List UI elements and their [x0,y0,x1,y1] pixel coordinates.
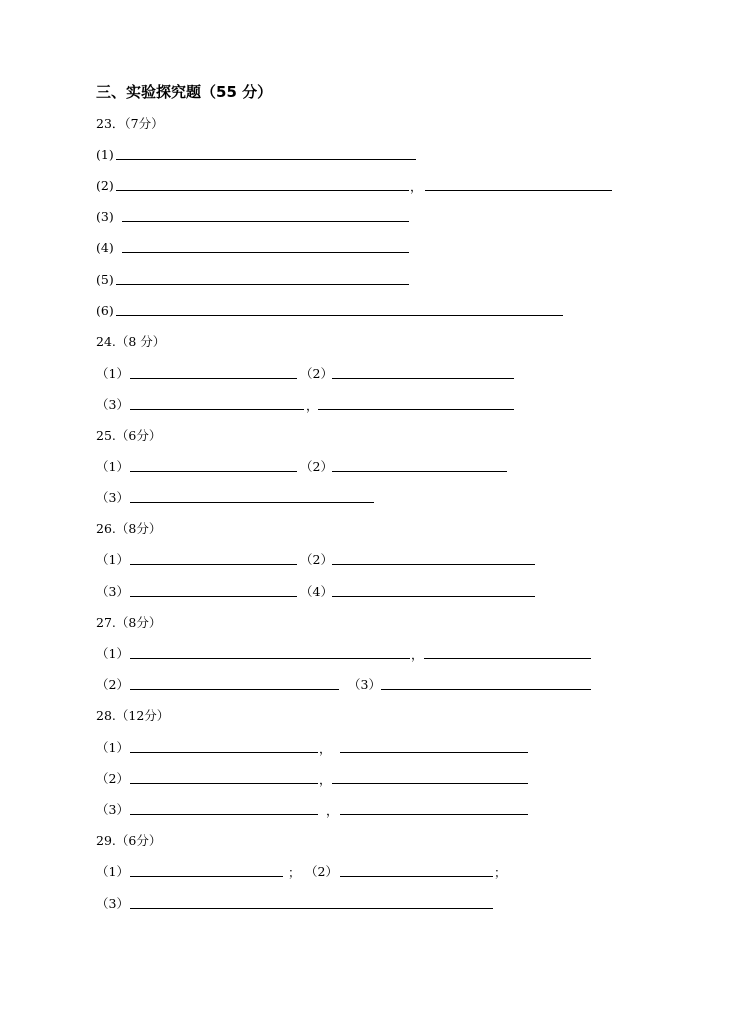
q23-part2-blank-a[interactable] [116,190,409,191]
question-28-header: 28.（12分） [96,708,170,723]
q29-part1-label: （1） [96,864,129,879]
q27-part1-blank-b[interactable] [424,658,591,659]
question-24-header: 24.（8 分） [96,334,166,349]
section-title: 三、实验探究题（55 分） [96,83,273,101]
q23-part2-separator: ， [410,179,423,194]
q29-part1-blank[interactable] [130,876,283,877]
q28-part3-label: （3） [96,802,129,817]
q23-part5-blank[interactable] [116,284,409,285]
q29-part3-label: （3） [96,896,129,911]
q26-part4-label: （4） [300,584,333,599]
q23-part3-blank[interactable] [122,221,409,222]
q27-part2-label: （2） [96,677,129,692]
q27-part2-blank[interactable] [130,689,339,690]
q28-part3-blank-a[interactable] [130,814,318,815]
q28-part2-blank-a[interactable] [130,783,318,784]
q26-part3-blank[interactable] [130,596,297,597]
q28-part3-separator: ， [326,803,339,818]
q28-part2-blank-b[interactable] [332,783,528,784]
q24-part3-blank-a[interactable] [130,409,304,410]
q24-part3-label: （3） [96,397,129,412]
q23-part3-label: (3) [96,209,114,224]
q28-part1-label: （1） [96,740,129,755]
q26-part2-blank[interactable] [332,564,535,565]
q29-part2-label: （2） [305,864,338,879]
q23-part2-label: (2) [96,178,114,193]
q27-part3-blank[interactable] [381,689,591,690]
q23-part4-label: (4) [96,240,114,255]
q28-part1-blank-b[interactable] [340,752,528,753]
q28-part2-label: （2） [96,771,129,786]
q23-part6-blank[interactable] [116,315,563,316]
q27-part1-label: （1） [96,646,129,661]
q25-part2-label: （2） [300,459,333,474]
q26-part1-label: （1） [96,552,129,567]
question-26-header: 26.（8分） [96,521,162,536]
q24-part1-label: （1） [96,366,129,381]
q26-part1-blank[interactable] [130,564,297,565]
q25-part3-blank[interactable] [130,502,374,503]
question-27-header: 27.（8分） [96,615,162,630]
q23-part1-blank[interactable] [116,159,416,160]
q24-part3-separator: ， [306,398,319,413]
question-29-header: 29.（6分） [96,833,162,848]
q28-part3-blank-b[interactable] [340,814,528,815]
q23-part1-label: (1) [96,147,114,162]
q25-part1-label: （1） [96,459,129,474]
q25-part2-blank[interactable] [332,471,507,472]
q23-part6-label: (6) [96,303,114,318]
q24-part3-blank-b[interactable] [318,409,514,410]
q23-part4-blank[interactable] [122,252,409,253]
q24-part2-blank[interactable] [332,378,514,379]
question-23-header: 23．（7分） [96,116,164,131]
q25-part3-label: （3） [96,490,129,505]
q26-part2-label: （2） [300,552,333,567]
q28-part1-blank-a[interactable] [130,752,318,753]
q24-part2-label: （2） [300,366,333,381]
q26-part3-label: （3） [96,584,129,599]
q23-part5-label: (5) [96,272,114,287]
q25-part1-blank[interactable] [130,471,297,472]
q26-part4-blank[interactable] [332,596,535,597]
q27-part1-blank-a[interactable] [130,658,410,659]
q29-part1-separator: ； [288,865,301,880]
q27-part1-separator: ， [411,647,424,662]
q29-part3-blank[interactable] [130,908,493,909]
q28-part2-separator: ， [319,772,332,787]
question-25-header: 25.（6分） [96,428,162,443]
q28-part1-separator: ， [319,741,332,756]
q29-part2-blank[interactable] [340,876,493,877]
q24-part1-blank[interactable] [130,378,297,379]
q23-part2-blank-b[interactable] [425,190,612,191]
q27-part3-label: （3） [348,677,381,692]
q29-part2-end-mark: ； [494,865,507,880]
